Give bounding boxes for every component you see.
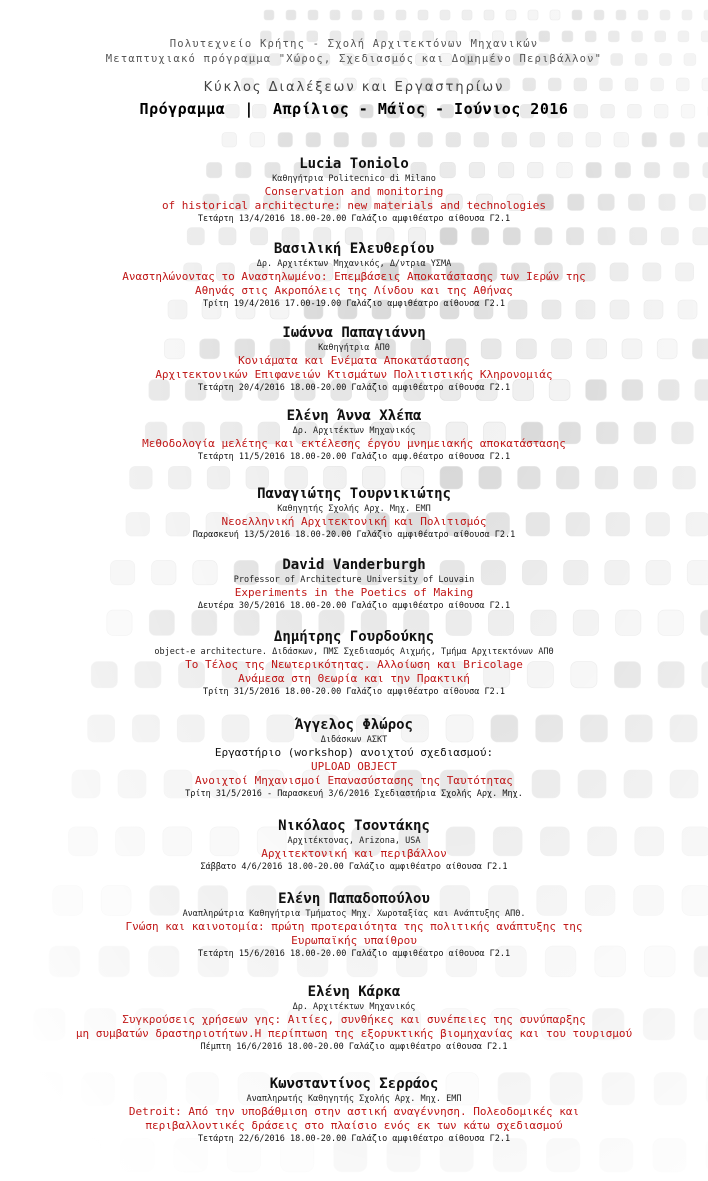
workshop-label: Εργαστήριο (workshop) ανοιχτού σχεδιασμού:	[214, 746, 494, 759]
institution-line: Πολυτεχνείο Κρήτης - Σχολή Αρχιτεκτόνων Μηχανικών	[169, 38, 539, 50]
lecture-datetime-venue: Τετάρτη 22/6/2016 18.00-20.00 Γαλάζιο αμφιθέατρο αίθουσα Γ2.1	[197, 1134, 511, 1144]
lecture-title-line: Ανοιχτοί Μηχανισμοί Επανασύστασης της Ταυτότητας	[195, 774, 513, 787]
lecture-entry	[0, 890, 708, 960]
lecturer-name: Ελένη Άννα Χλέπα	[286, 408, 422, 424]
lecturer-affiliation: Καθηγήτρια ΑΠΘ	[318, 343, 390, 353]
series-title: Κύκλος Διαλέξεων και Εργαστηρίων	[203, 80, 505, 95]
lecture-datetime-venue: Τετάρτη 15/6/2016 18.00-20.00 Γαλάζιο αμφιθέατρο αίθουσα Γ2.1	[197, 949, 511, 959]
schedule-title: Πρόγραμμα | Απρίλιος - Μάϊος - Ιούνιος 2016	[139, 100, 569, 118]
lecture-title-line: περιβαλλοντικές δράσεις στο πλαίσιο ενός εκ των κάτω σχεδιασμού	[145, 1119, 563, 1132]
lecture-entry	[0, 240, 708, 310]
lecture-entry	[0, 1075, 708, 1145]
lecturer-name: Ιωάννα Παπαγιάννη	[282, 325, 426, 341]
lecturer-name: Lucia Toniolo	[299, 156, 409, 172]
lecturer-name: Κωνσταντίνος Σερράος	[269, 1076, 439, 1092]
lecturer-affiliation: Αρχιτέκτονας, Arizona, USA	[287, 836, 421, 846]
lecture-title-line: Ανάμεσα στη Θεωρία και την Πρακτική	[238, 672, 470, 685]
lecture-entry	[0, 407, 708, 463]
lecture-title-line: of historical architecture: new materials and technologies	[161, 199, 547, 212]
lecturer-affiliation: object-e architecture. Διδάσκων, ΠΜΣ Σχεδιασμός Αιχμής, Τμήμα Αρχιτεκτόνων ΑΠΘ	[154, 647, 554, 657]
lecture-datetime-venue: Τετάρτη 13/4/2016 18.00-20.00 Γαλάζιο αμφιθέατρο αίθουσα Γ2.1	[197, 214, 511, 224]
lecture-entry	[0, 485, 708, 541]
lecturer-affiliation: Αναπληρώτρια Καθηγήτρια Τμήματος Μηχ. Χωροταξίας και Ανάπτυξης ΑΠΘ.	[182, 909, 526, 919]
lecturer-name: Άγγελος Φλώρος	[294, 717, 413, 733]
lecture-title-line: Detroit: Από την υποβάθμιση στην αστική αναγέννηση. Πολεοδομικές και	[128, 1105, 580, 1118]
lecturer-name: Βασιλική Ελευθερίου	[273, 241, 435, 257]
lecturer-affiliation: Δρ. Αρχιτέκτων Μηχανικός, Δ/ντρια ΥΣΜΑ	[256, 259, 452, 269]
lecture-datetime-venue: Τρίτη 31/5/2016 18.00-20.00 Γαλάζιο αμφιθέατρο αίθουσα Γ2.1	[203, 687, 505, 697]
lecture-entry	[0, 817, 708, 873]
lecture-title-line: Αναστηλώνοντας το Αναστηλωμένο: Επεμβάσεις Αποκατάστασης των Ιερών της	[122, 270, 586, 283]
lecture-title-line: Αρχιτεκτονικών Επιφανειών Κτισμάτων Πολιτιστικής Κληρονομιάς	[155, 368, 553, 381]
lecturer-name: Παναγιώτης Τουρνικιώτης	[257, 486, 451, 502]
lecture-entry	[0, 556, 708, 612]
lecture-datetime-venue: Σάββατο 4/6/2016 18.00-20.00 Γαλάζιο αμφιθέατρο αίθουσα Γ2.1	[200, 862, 508, 872]
lecture-title-line: UPLOAD OBJECT	[310, 760, 398, 773]
lecturer-name: Νικόλαος Τσοντάκης	[278, 818, 430, 834]
lecture-title-line: Experiments in the Poetics of Making	[234, 586, 474, 599]
lecture-title-line: Μεθοδολογία μελέτης και εκτέλεσης έργου μνημειακής αποκατάστασης	[142, 437, 566, 450]
lecture-datetime-venue: Τετάρτη 11/5/2016 18.00-20.00 Γαλάζιο αμφ.θέατρο αίθουσα Γ2.1	[197, 452, 511, 462]
lecturer-affiliation: Καθηγητής Σχολής Αρχ. Μηχ. ΕΜΠ	[277, 504, 431, 514]
lecturer-affiliation: Δρ. Αρχιτέκτων Μηχανικός	[292, 1002, 416, 1012]
lecture-datetime-venue: Τρίτη 31/5/2016 - Παρασκευή 3/6/2016 Σχεδιαστήρια Σχολής Αρχ. Μηχ.	[185, 789, 523, 799]
lecturer-name: Ελένη Παπαδοπούλου	[278, 891, 430, 907]
lecturer-name: David Vanderburgh	[282, 557, 426, 573]
lecture-title-line: Conservation and monitoring	[264, 185, 444, 198]
lecturer-affiliation: Δρ. Αρχιτέκτων Μηχανικός	[292, 426, 416, 436]
lecturer-affiliation: Διδάσκων ΑΣΚΤ	[320, 735, 388, 745]
lecturer-name: Δημήτρης Γουρδούκης	[273, 629, 435, 645]
lecture-title-line: Συγκρούσεις χρήσεων γης: Αιτίες, συνθήκες και συνέπειες της συνύπαρξης	[122, 1013, 586, 1026]
lecturer-affiliation: Αναπληρωτής Καθηγητής Σχολής Αρχ. Μηχ. ΕΜΠ	[246, 1094, 462, 1104]
lecture-title-line: Νεοελληνική Αρχιτεκτονική και Πολιτισμός	[221, 515, 487, 528]
lecture-datetime-venue: Τρίτη 19/4/2016 17.00-19.00 Γαλάζιο αμφιθέατρο αίθουσα Γ2.1	[203, 299, 505, 309]
lecture-title-line: Κονιάματα και Ενέματα Αποκατάστασης	[238, 354, 470, 367]
lecturer-name: Ελένη Κάρκα	[307, 984, 401, 1000]
lecture-title-line: Αρχιτεκτονική και περιβάλλον	[261, 847, 447, 860]
lecture-title-line: Το Τέλος της Νεωτερικότητας. Αλλοίωση και Bricolage	[185, 658, 523, 671]
lecture-title-line: Γνώση και καινοτομία: πρώτη προτεραιότητα της πολιτικής ανάπτυξης της	[125, 920, 583, 933]
lecture-entry	[0, 324, 708, 394]
lecture-entry	[0, 716, 708, 800]
lecture-entry	[0, 983, 708, 1053]
lecture-datetime-venue: Τετάρτη 20/4/2016 18.00-20.00 Γαλάζιο αμφιθέατρο αίθουσα Γ2.1	[197, 383, 511, 393]
lecture-title-line: Αθηνάς στις Ακροπόλεις της Λίνδου και της Αθήνας	[195, 284, 513, 297]
lecture-title-line: μη συμβατών δραστηριοτήτων.Η περίπτωση της εξορυκτικής βιομηχανίας και του τουρισμού	[75, 1027, 633, 1040]
lecture-datetime-venue: Παρασκευή 13/5/2016 18.00-20.00 Γαλάζιο αμφιθέατρο αίθουσα Γ2.1	[192, 530, 516, 540]
lecture-entry	[0, 628, 708, 698]
lecture-entry	[0, 155, 708, 225]
lecturer-affiliation: Καθηγήτρια Politecnico di Milano	[272, 174, 436, 184]
program-line: Μεταπτυχιακό πρόγραμμα "Χώρος, Σχεδιασμός και Δομημένο Περιβάλλον"	[105, 53, 603, 65]
lecture-datetime-venue: Δευτέρα 30/5/2016 18.00-20.00 Γαλάζιο αμφιθέατρο αίθουσα Γ2.1	[197, 601, 511, 611]
lecturer-affiliation: Professor of Architecture University of Louvain	[233, 575, 475, 585]
lecture-datetime-venue: Πέμπτη 16/6/2016 18.00-20.00 Γαλάζιο αμφιθέατρο αίθουσα Γ2.1	[200, 1042, 508, 1052]
lecture-title-line: Ευρωπαϊκής υπαίθρου	[291, 934, 417, 947]
